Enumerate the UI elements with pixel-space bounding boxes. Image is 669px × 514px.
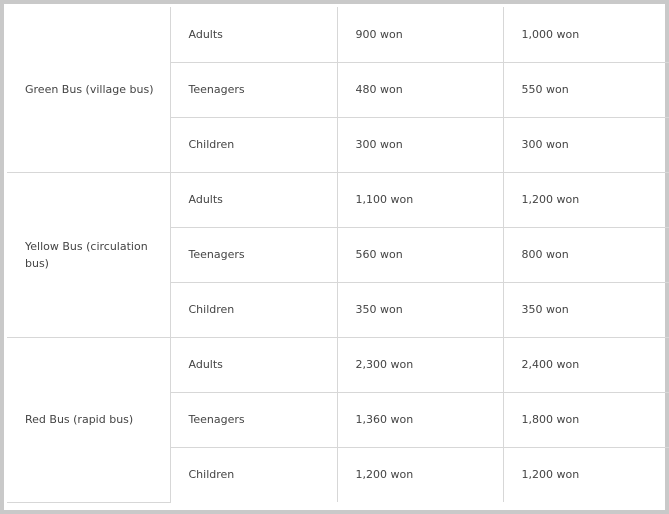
fare-cell: 1,360 won (337, 392, 503, 447)
passenger-category-cell: Children (170, 117, 337, 172)
passenger-category-cell: Adults (170, 337, 337, 392)
passenger-category-cell: Children (170, 282, 337, 337)
passenger-category-cell: Teenagers (170, 392, 337, 447)
fare-cell: 800 won (503, 227, 669, 282)
bus-type-cell: Red Bus (rapid bus) (7, 337, 170, 502)
fare-cell: 1,000 won (503, 7, 669, 62)
fare-cell: 2,300 won (337, 337, 503, 392)
bus-type-cell: Green Bus (village bus) (7, 7, 170, 172)
fare-cell: 900 won (337, 7, 503, 62)
fare-cell: 2,400 won (503, 337, 669, 392)
bus-type-cell: Yellow Bus (circulation bus) (7, 172, 170, 337)
fare-cell: 350 won (503, 282, 669, 337)
passenger-category-cell: Adults (170, 172, 337, 227)
fare-cell: 1,200 won (337, 447, 503, 502)
fare-cell: 550 won (503, 62, 669, 117)
fare-cell: 1,200 won (503, 447, 669, 502)
fare-cell: 1,200 won (503, 172, 669, 227)
table-row (7, 7, 669, 62)
fare-cell: 560 won (337, 227, 503, 282)
fare-cell: 1,800 won (503, 392, 669, 447)
passenger-category-cell: Children (170, 447, 337, 502)
table-row (7, 337, 669, 392)
passenger-category-cell: Teenagers (170, 62, 337, 117)
fare-cell: 480 won (337, 62, 503, 117)
fare-cell: 300 won (503, 117, 669, 172)
table-row (7, 172, 669, 227)
fare-cell: 1,100 won (337, 172, 503, 227)
passenger-category-cell: Teenagers (170, 227, 337, 282)
fare-cell: 300 won (337, 117, 503, 172)
passenger-category-cell: Adults (170, 7, 337, 62)
bus-fare-table (7, 7, 669, 503)
fare-cell: 350 won (337, 282, 503, 337)
